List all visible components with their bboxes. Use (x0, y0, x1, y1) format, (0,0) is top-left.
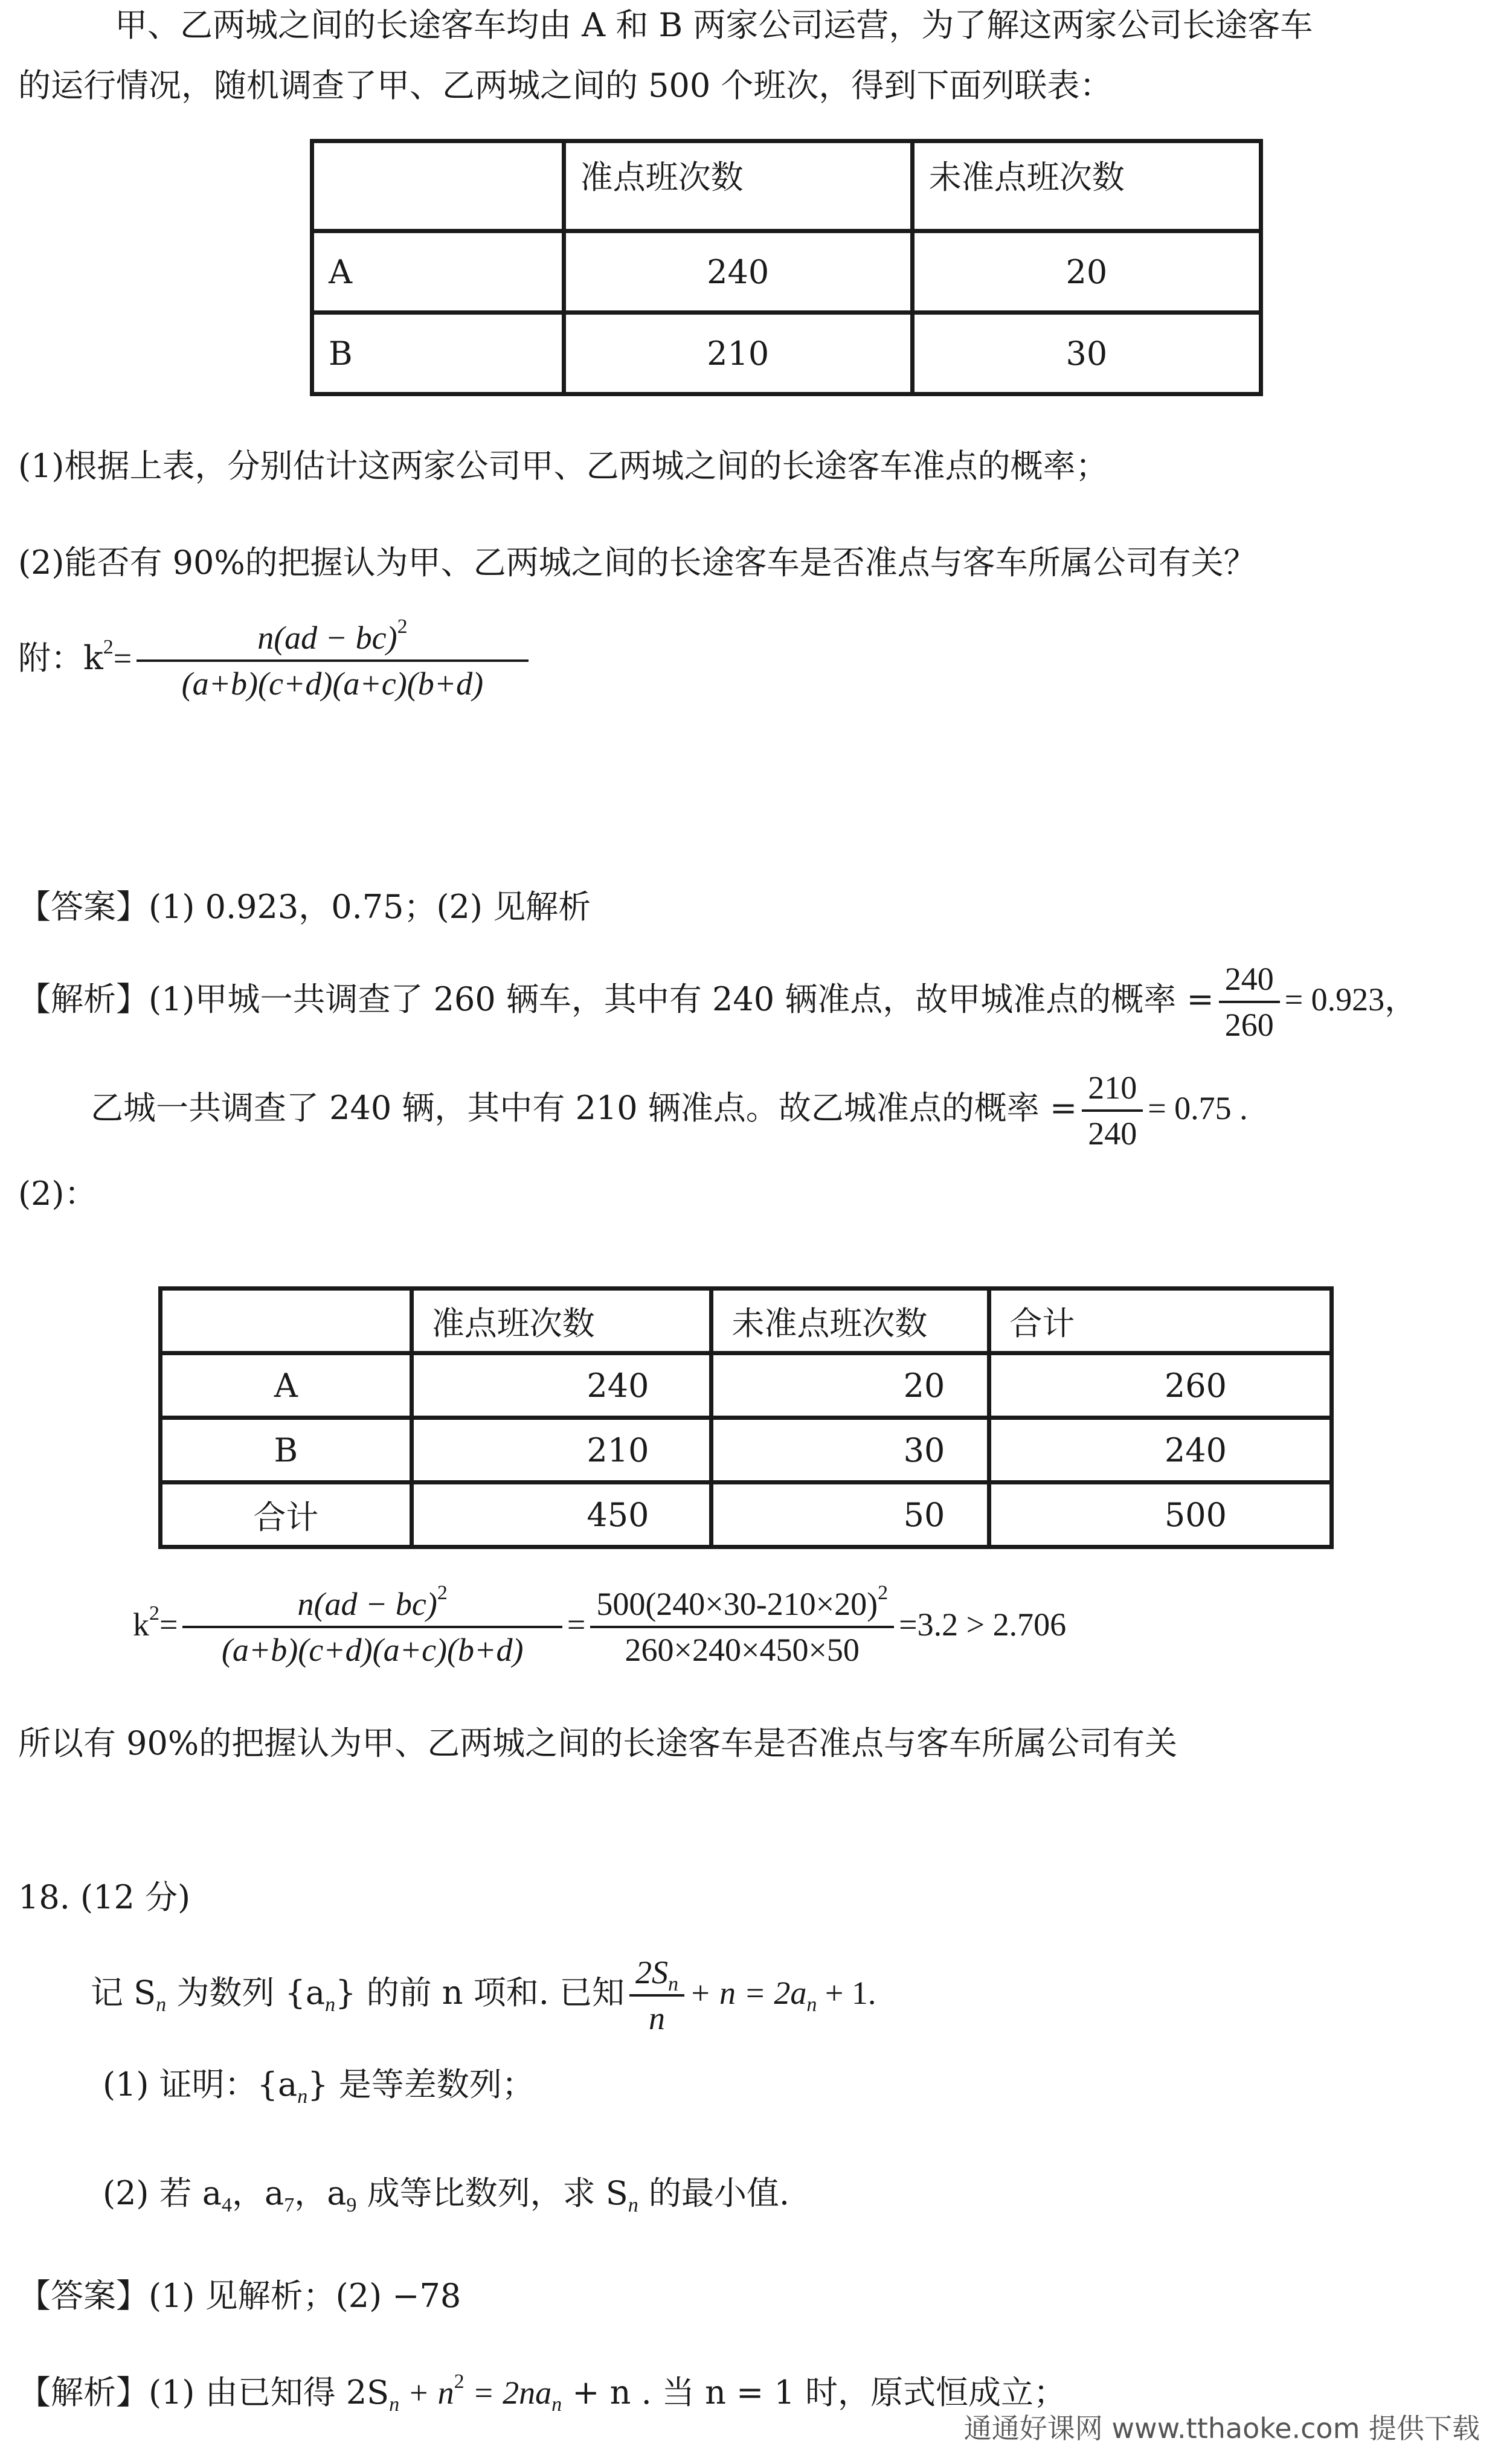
contingency-table (310, 139, 1263, 396)
fraction-numerator: 210 (1082, 1070, 1143, 1112)
fraction-denominator: 260 (1224, 1007, 1274, 1043)
table-cell: A (312, 231, 564, 313)
table-header-cell: 合计 (989, 1289, 1332, 1353)
calc-fraction-1: $\frac{n(ad - bc)^2}{(a+b)(c+d)(a+c)(b+d)}$ (182, 1586, 562, 1668)
stmt-suffix: + n = 2a (689, 1975, 807, 2011)
table-cell: 20 (912, 231, 1261, 313)
problem-18-q1: (1) 证明：$\{a_n\}$ 是等差数列； (103, 2065, 535, 2108)
table-row (161, 1353, 1332, 1418)
analysis-2-text: 乙城一共调查了 240 辆，其中有 210 辆准点。故乙城准点的概率 = (91, 1089, 1078, 1127)
table-cell: 210 (564, 313, 912, 394)
formula-line: 附：$k^2=$ $\frac{n(ad - bc)^2}{(a+b)(c+d)(a+c)(b+d)}$ (18, 616, 533, 702)
stmt-mid2: } 的前 n 项和. 已知 (335, 1974, 625, 2012)
analysis-18-mid3: + n . 当 n = 1 时，原式恒成立； (562, 2373, 1066, 2411)
q1-suffix: } 是等差数列； (307, 2065, 535, 2103)
table-row (161, 1418, 1332, 1483)
analysis-18: 【解析】(1) 由已知得 $2S_n + n^2 = 2na_n + n$ . 当 n = 1 时，原式恒成立； (18, 2370, 1066, 2416)
q2-part-3: ，a (294, 2174, 347, 2212)
analysis-1-result: = 0.923， (1284, 981, 1418, 1018)
stmt-mid: 为数列 {a (166, 1974, 326, 2012)
problem-18-q2: (2) 若 $a_4$，$a_7$，$a_9$ 成等比数列，求 $S_n$ 的最小值. (103, 2174, 790, 2216)
q2-part-5: 的最小值. (638, 2174, 790, 2212)
calc-result: =3.2 > 2.706 (899, 1606, 1067, 1643)
table-header-cell: 准点班次数 (411, 1289, 712, 1353)
table-cell: 合计 (161, 1483, 412, 1547)
formula-prefix: 附：k (18, 639, 103, 677)
calc-prefix: k (133, 1606, 149, 1643)
totals-table (158, 1286, 1334, 1549)
problem-18-statement: 记 $S_n$ 为数列 $\{a_n\}$ 的前 n 项和. 已知 $\frac{2S_n}{n}$ + $n = 2a_n + 1$. (91, 1954, 876, 2036)
formula-numerator: n(ad − bc) (257, 620, 397, 656)
conclusion: 所以有 90%的把握认为甲、乙两城之间的长途客车是否准点与客车所属公司有关 (18, 1724, 1178, 1762)
q1-prefix: (1) 证明：{a (103, 2065, 298, 2103)
stmt-fraction: $\frac{2S_n}{n}$ (629, 1954, 684, 2036)
table-cell: 30 (712, 1418, 989, 1483)
table-cell: B (161, 1418, 412, 1483)
stmt-end: + 1. (817, 1975, 876, 2011)
table-cell: 450 (411, 1483, 712, 1547)
part-2-label: (2)： (18, 1175, 97, 1213)
table-row (312, 231, 1261, 313)
analysis-18-mid2: = 2na (464, 2375, 552, 2411)
table-cell: 20 (712, 1353, 989, 1418)
question-1: (1)根据上表，分别估计这两家公司甲、乙两城之间的长途客车准点的概率； (18, 447, 1108, 485)
formula-denominator: (a+b)(c+d)(a+c)(b+d) (181, 666, 484, 702)
footer-watermark: 通通好课网 www.tthaoke.com 提供下载 (963, 2412, 1480, 2445)
table-header-row (312, 141, 1261, 231)
table-header-row (161, 1289, 1332, 1353)
fraction-numerator: 240 (1219, 961, 1280, 1003)
intro-line-2: 的运行情况，随机调查了甲、乙两城之间的 500 个班次，得到下面列联表： (18, 66, 1113, 104)
stmt-frac-num: 2S (635, 1954, 669, 1991)
table-row (161, 1483, 1332, 1547)
answer-17: 【答案】(1) 0.923，0.75；(2) 见解析 (18, 888, 591, 926)
table-cell: 50 (712, 1483, 989, 1547)
analysis-line-1 (18, 960, 1417, 1043)
calc-numerator-1: n(ad − bc) (297, 1586, 437, 1622)
calc-denominator-2: 260×240×450×50 (625, 1632, 860, 1668)
problem-18-heading: 18. (12 分) (18, 1878, 191, 1916)
q2-part-2: ，a (232, 2174, 284, 2212)
table-header-cell (312, 141, 564, 231)
table-header-cell: 未准点班次数 (912, 141, 1261, 231)
table-header-cell: 未准点班次数 (712, 1289, 989, 1353)
table-row (312, 313, 1261, 394)
table-cell: 240 (989, 1418, 1332, 1483)
table-cell: 210 (411, 1418, 712, 1483)
table-cell: 240 (564, 231, 912, 313)
calc-fraction-2: $\frac{500(240\times 30-210\times 20)^2}{260\times 240\times 450\times 50}$ (590, 1586, 894, 1668)
intro-line-1: 甲、乙两城之间的长途客车均由 A 和 B 两家公司运营，为了解这两家公司长途客车 (115, 6, 1313, 44)
calc-numerator-2: 500(240×30-210×20) (596, 1586, 878, 1622)
analysis-2-result: = 0.75 . (1148, 1090, 1248, 1126)
table-cell: 240 (411, 1353, 712, 1418)
fraction-240-260 (1219, 961, 1280, 1043)
table-cell: 30 (912, 313, 1261, 394)
formula-fraction: $\frac{n(ad - bc)^2}{(a+b)(c+d)(a+c)(b+d)}$ (137, 620, 528, 702)
analysis-18-mid1: + n (399, 2375, 454, 2411)
stmt-prefix: 记 S (91, 1974, 156, 2012)
analysis-18-prefix: 【解析】(1) 由已知得 2S (18, 2373, 390, 2411)
fraction-denominator: 240 (1088, 1115, 1137, 1152)
stmt-frac-den: n (649, 2000, 666, 2036)
answer-18: 【答案】(1) 见解析；(2) −78 (18, 2277, 461, 2315)
question-2: (2)能否有 90%的把握认为甲、乙两城之间的长途客车是否准点与客车所属公司有关？ (18, 544, 1256, 582)
calculation-line: $k^2=$ $\frac{n(ad - bc)^2}{(a+b)(c+d)(a+c)(b+d)}$ = $\frac{500(240\times 30-210\times 20)^2}{260\times 240\times 450\times 50}$ =3.2 > 2.706 (133, 1582, 1067, 1668)
table-header-cell (161, 1289, 412, 1353)
q2-part-1: (2) 若 a (103, 2174, 222, 2212)
table-header-cell: 准点班次数 (564, 141, 912, 231)
calc-denominator-1: (a+b)(c+d)(a+c)(b+d) (221, 1632, 524, 1668)
q2-part-4: 成等比数列，求 S (356, 2174, 628, 2212)
table-cell: B (312, 313, 564, 394)
fraction-210-240 (1082, 1070, 1143, 1152)
table-cell: A (161, 1353, 412, 1418)
table-cell: 260 (989, 1353, 1332, 1418)
analysis-1-text: 【解析】(1)甲城一共调查了 260 辆车，其中有 240 辆准点，故甲城准点的概率 = (18, 980, 1214, 1018)
analysis-line-2 (91, 1069, 1248, 1152)
table-cell: 500 (989, 1483, 1332, 1547)
